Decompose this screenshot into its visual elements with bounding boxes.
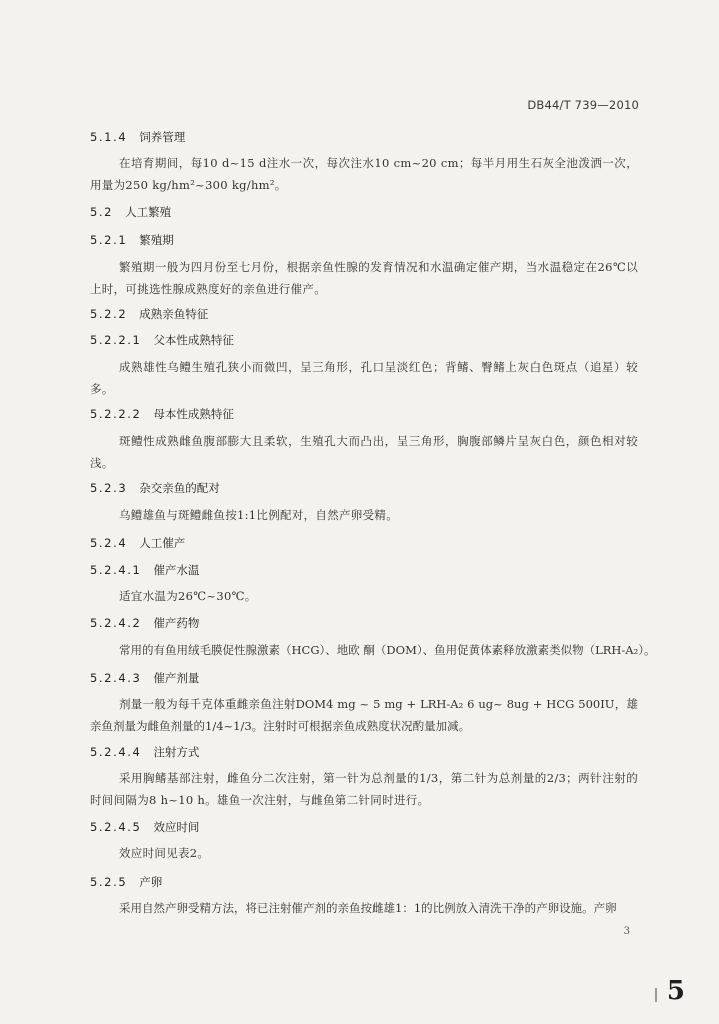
section-heading bbox=[90, 129, 185, 145]
section-title: 催产水温 bbox=[153, 563, 200, 577]
section-heading bbox=[90, 204, 171, 220]
paragraph: 在培育期间，每10 d~15 d注水一次，每次注水10 cm~20 cm；每半月用生石灰全池泼洒一次，用量为250 kg/hm²~300 kg/hm²。 bbox=[90, 156, 638, 192]
section-number: 5.2.4.4 bbox=[90, 745, 142, 759]
section-title: 催产药物 bbox=[153, 616, 200, 630]
paragraph: 成熟雄性乌鳢生殖孔狭小而微凹，呈三角形，孔口呈淡红色；背鳍、臀鳍上灰白色斑点（追星）较多。 bbox=[90, 360, 638, 396]
paragraph: 采用胸鳍基部注射，雌鱼分二次注射，第一针为总剂量的1/3，第二针为总剂量的2/3；两针注射的时间间隔为8 h~10 h。雄鱼一次注射，与雌鱼第二针同时进行。 bbox=[90, 771, 638, 807]
section-number: 5.2.2 bbox=[90, 307, 128, 321]
section-heading bbox=[90, 819, 199, 835]
section-number: 5.2.5 bbox=[90, 875, 128, 889]
page-number: 3 bbox=[623, 926, 630, 937]
section-number: 5.1.4 bbox=[90, 130, 128, 144]
paragraph: 乌鳢雄鱼与斑鳢雌鱼按1:1比例配对，自然产卵受精。 bbox=[119, 508, 399, 522]
section-heading bbox=[90, 562, 199, 578]
paragraph: 斑鳢性成熟雌鱼腹部膨大且柔软，生殖孔大而凸出，呈三角形，胸腹部鳞片呈灰白色，颜色相对较浅。 bbox=[90, 434, 638, 470]
section-title: 父本性成熟特征 bbox=[153, 333, 234, 347]
section-heading bbox=[90, 874, 162, 890]
section-title: 杂交亲鱼的配对 bbox=[139, 481, 220, 495]
paragraph: 剂量一般为每千克体重雌亲鱼注射DOM4 mg ~ 5 mg + LRH-A₂ 6 ug~ 8ug + HCG 500IU，雄亲鱼剂量为雌鱼剂量的1/4~1/3。注射时可根据亲鱼成熟度状况酌量加减。 bbox=[90, 697, 638, 733]
scan-page-mark: 5 bbox=[666, 976, 685, 1006]
section-number: 5.2.4.1 bbox=[90, 563, 142, 577]
paragraph: 采用自然产卵受精方法，将已注射催产剂的亲鱼按雌雄1：1的比例放入清洗干净的产卵设施。产卵 bbox=[119, 901, 617, 915]
section-title: 饲养管理 bbox=[139, 130, 186, 144]
scan-artifact bbox=[655, 988, 657, 1002]
section-title: 母本性成熟特征 bbox=[153, 407, 234, 421]
section-heading bbox=[90, 744, 199, 760]
section-number: 5.2.4.5 bbox=[90, 820, 142, 834]
section-title: 成熟亲鱼特征 bbox=[139, 307, 209, 321]
section-heading bbox=[90, 406, 234, 422]
section-number: 5.2 bbox=[90, 205, 114, 219]
section-heading bbox=[90, 232, 174, 248]
section-number: 5.2.1 bbox=[90, 233, 128, 247]
section-heading bbox=[90, 332, 234, 348]
section-heading bbox=[90, 480, 220, 496]
section-number: 5.2.4.2 bbox=[90, 616, 142, 630]
paragraph: 适宜水温为26℃~30℃。 bbox=[119, 589, 257, 603]
section-heading bbox=[90, 670, 199, 686]
section-title: 人工催产 bbox=[139, 536, 186, 550]
section-title: 繁殖期 bbox=[139, 233, 174, 247]
paragraph: 常用的有鱼用绒毛膜促性腺激素（HCG）、地欧 酮（DOM）、鱼用促黄体素释放激素类似物（LRH-A₂）。 bbox=[119, 643, 656, 657]
section-heading bbox=[90, 615, 199, 631]
section-number: 5.2.4.3 bbox=[90, 671, 142, 685]
section-title: 产卵 bbox=[139, 875, 163, 889]
section-title: 人工繁殖 bbox=[125, 205, 172, 219]
paragraph: 效应时间见表2。 bbox=[119, 846, 210, 860]
section-number: 5.2.3 bbox=[90, 481, 128, 495]
section-title: 效应时间 bbox=[153, 820, 200, 834]
section-heading bbox=[90, 535, 185, 551]
section-number: 5.2.2.2 bbox=[90, 407, 142, 421]
section-title: 催产剂量 bbox=[153, 671, 200, 685]
section-number: 5.2.4 bbox=[90, 536, 128, 550]
section-title: 注射方式 bbox=[153, 745, 200, 759]
section-heading bbox=[90, 306, 208, 322]
section-number: 5.2.2.1 bbox=[90, 333, 142, 347]
standard-code: DB44/T 739—2010 bbox=[527, 98, 639, 112]
paragraph: 繁殖期一般为四月份至七月份，根据亲鱼性腺的发育情况和水温确定催产期，当水温稳定在26℃以上时，可挑选性腺成熟度好的亲鱼进行催产。 bbox=[90, 260, 638, 296]
